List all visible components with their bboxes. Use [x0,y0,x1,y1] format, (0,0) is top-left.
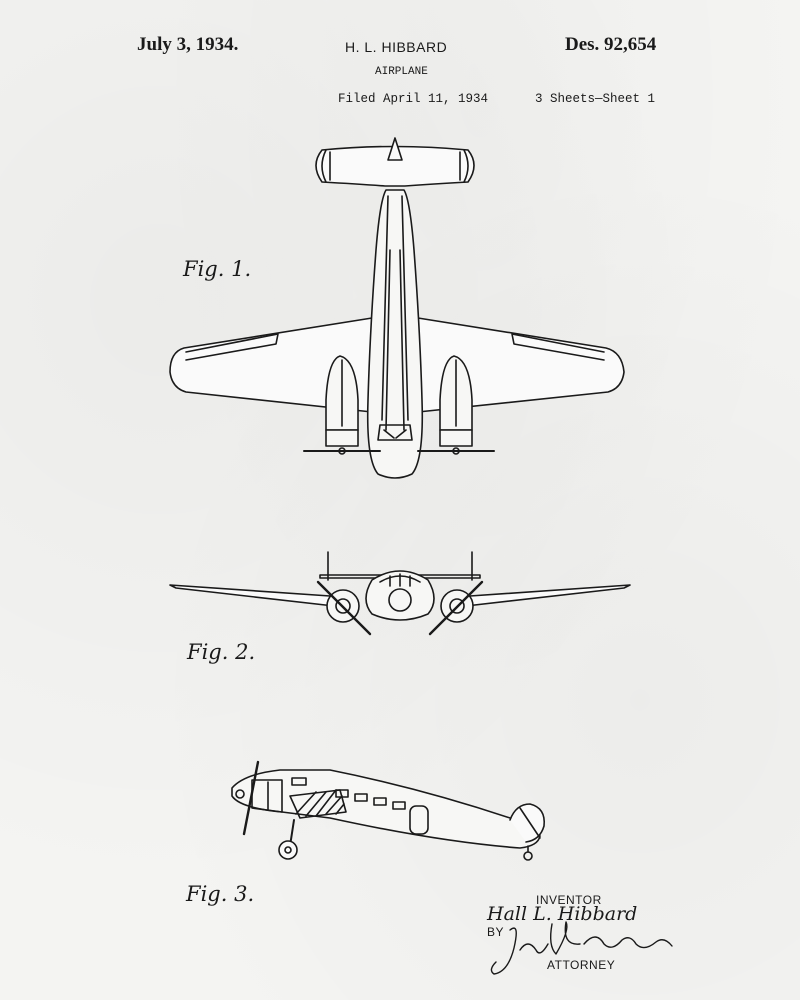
sheet-count: 3 Sheets—Sheet 1 [535,92,656,106]
inventor-name: H. L. HIBBARD [345,39,448,55]
by-label: BY [487,925,505,939]
patent-date: July 3, 1934. [137,34,239,55]
inventor-label: INVENTOR [536,893,602,907]
fig3-label: Fig. 3. [186,882,255,906]
fig1-label: Fig. 1. [183,257,252,281]
fig1-top-view [170,138,624,478]
filed-date: Filed April 11, 1934 [338,92,489,106]
patent-title: AIRPLANE [375,66,428,78]
fig3-side-view [232,762,544,860]
attorney-label: ATTORNEY [547,958,616,972]
fig2-front-view [170,552,630,634]
inventor-signature: Hall L. Hibbard [487,903,638,925]
design-number: Des. 92,654 [565,34,657,55]
fig2-label: Fig. 2. [187,640,256,664]
